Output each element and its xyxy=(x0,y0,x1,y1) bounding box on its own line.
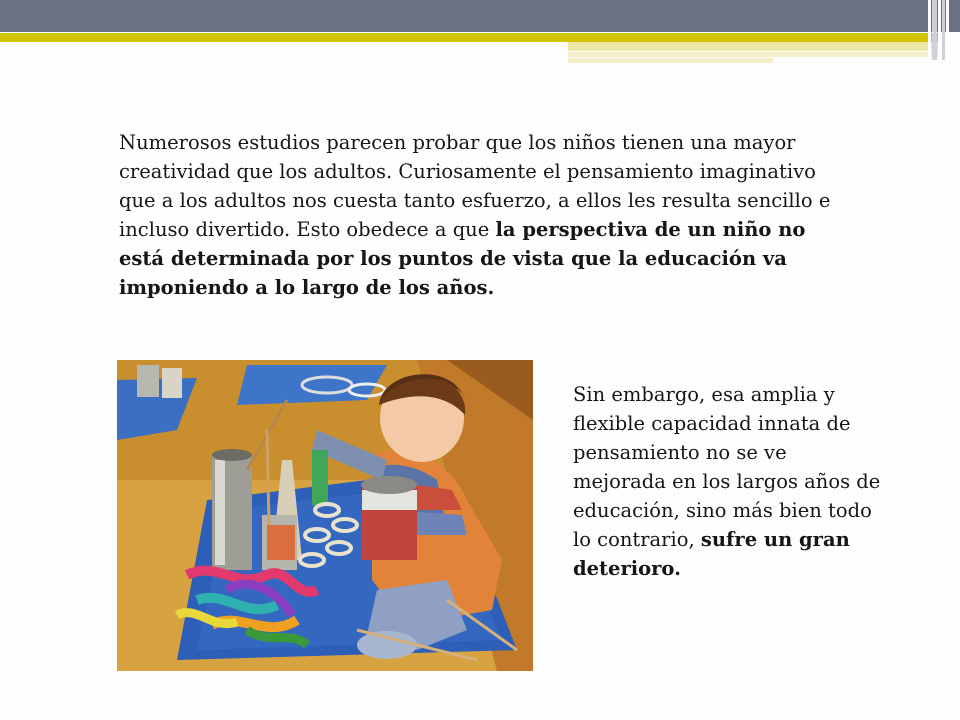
accent-band xyxy=(568,52,940,57)
corner-stripe xyxy=(938,0,941,60)
intro-paragraph-emphasis: la perspectiva de un niño no está determinada por los puntos de vista que la educación va imponiendo a lo largo de los años. xyxy=(119,218,806,299)
intro-paragraph-text: Numerosos estudios parecen probar que los niños tienen una mayor creatividad que los adultos. Curiosamente el pensamiento imaginativo que a los adultos nos cuesta tanto esfuerzo, a ellos les resulta sencillo e incluso divertido. Esto obedece a que xyxy=(119,131,831,241)
accent-bar xyxy=(0,33,940,42)
intro-paragraph xyxy=(119,128,854,302)
accent-band xyxy=(568,42,940,51)
corner-stripe xyxy=(928,0,931,60)
corner-stripe xyxy=(942,0,945,60)
accent-line xyxy=(568,51,888,52)
corner-stripe xyxy=(946,0,949,60)
corner-stripe xyxy=(932,0,937,60)
side-paragraph xyxy=(573,380,883,583)
header-bar xyxy=(0,0,960,32)
accent-band xyxy=(568,58,773,63)
side-paragraph-emphasis: sufre un gran deterioro. xyxy=(573,528,850,580)
child-photo xyxy=(117,360,533,671)
side-paragraph-text: Sin embargo, esa amplia y flexible capacidad innata de pensamiento no se ve mejorada en los largos años de educación, sino más bien todo lo contrario, xyxy=(573,383,881,551)
